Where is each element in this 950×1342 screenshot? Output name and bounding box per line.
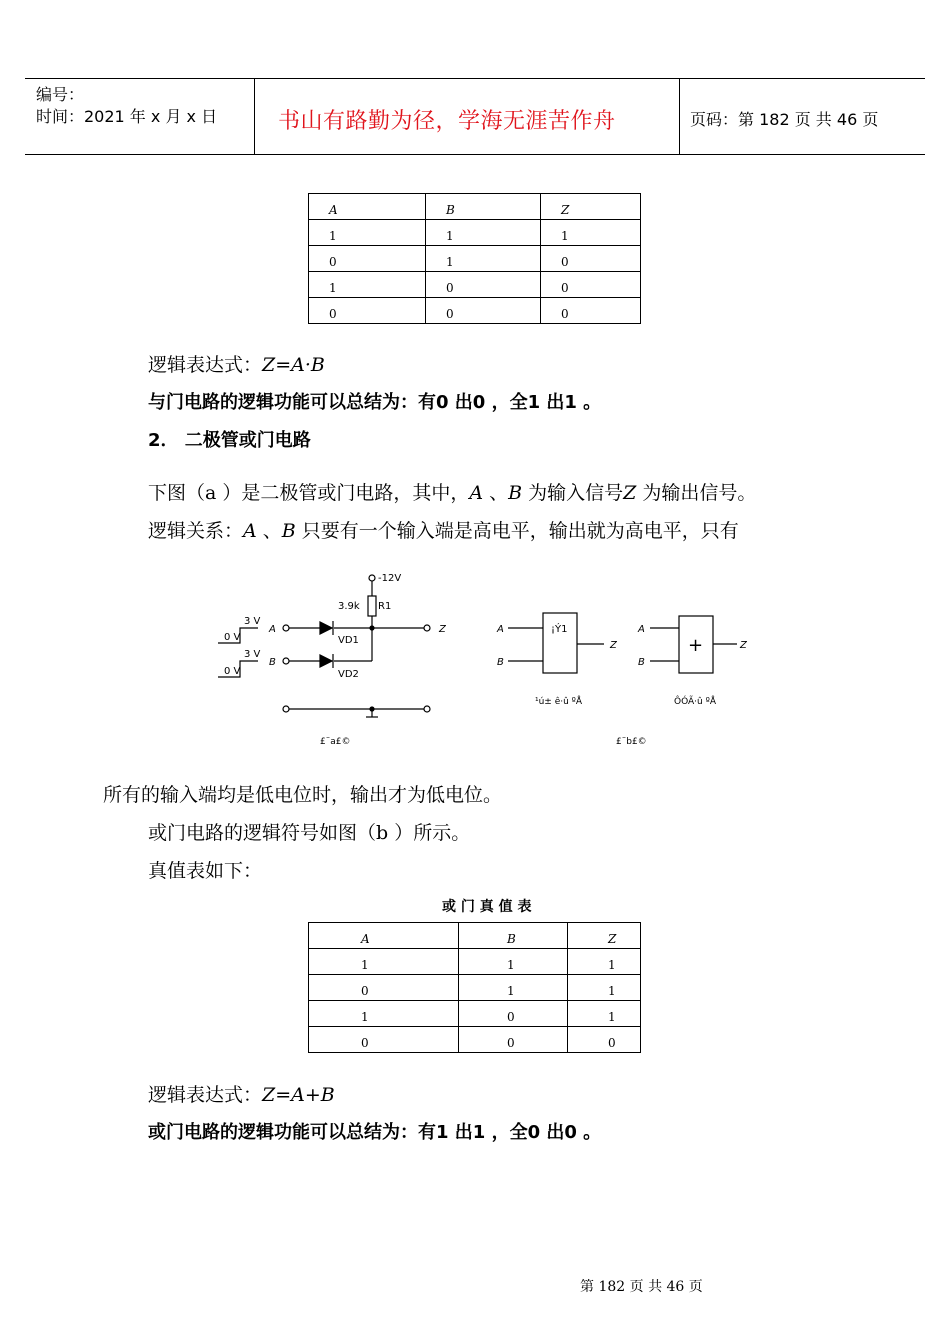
high-level-label: 3 V (244, 616, 261, 627)
input-a-label: A (269, 624, 276, 635)
table-cell: 1 (309, 272, 426, 298)
low-level-label: 0 V (224, 666, 241, 677)
table-cell: 1 (426, 246, 541, 272)
serial-label: 编号： (36, 85, 85, 104)
var-a: A (243, 520, 257, 542)
output-z-label: Z (439, 624, 446, 635)
table-cell: 1 (309, 220, 426, 246)
var-b: B (281, 520, 296, 542)
table-header-cell: B (459, 923, 568, 949)
or-truth-table (308, 922, 641, 1053)
intro-text: 逻辑关系： (148, 520, 244, 542)
header-bottom-rule (25, 154, 925, 155)
table-cell: 1 (309, 949, 459, 975)
table-header-row (309, 194, 641, 220)
var-b: B (508, 482, 523, 504)
diode-vd2-label: VD2 (338, 669, 359, 680)
input-b-terminal (283, 658, 289, 664)
diode-vd2-icon (320, 655, 332, 667)
var-z: Z (623, 482, 637, 504)
intro-text: 下图（a ）是二极管或门电路，其中， (148, 482, 470, 504)
ground-terminal (283, 706, 289, 712)
gate-c-input-b: B (638, 657, 645, 668)
table-row (309, 246, 641, 272)
after-figure-line-3: 真值表如下： (148, 860, 263, 882)
gate-c-input-a: A (638, 624, 645, 635)
table-cell: 0 (309, 298, 426, 324)
diode-vd1-icon (320, 622, 332, 634)
table-cell: 0 (541, 298, 641, 324)
and-truth-table (308, 193, 641, 324)
header-divider (679, 78, 680, 154)
expression-formula: Z=A·B (262, 354, 325, 376)
table-cell: 1 (568, 975, 641, 1001)
caption-iec-symbol: ¹ú± ê·û ºÅ (535, 697, 583, 707)
table-header-cell: Z (568, 923, 641, 949)
expression-label: 逻辑表达式： (148, 1084, 263, 1106)
resistor-symbol (368, 596, 376, 616)
table-cell: 0 (426, 298, 541, 324)
or-gate-figure (0, 560, 950, 760)
and-expression (148, 350, 325, 377)
or-expression (148, 1080, 335, 1107)
or-gate-symbol-iec (543, 613, 577, 673)
intro-text: 为输入信号 (522, 482, 624, 504)
separator: 、 (483, 482, 509, 504)
table-cell: 0 (541, 246, 641, 272)
separator: 、 (256, 520, 282, 542)
input-a-terminal (283, 625, 289, 631)
table-cell: 1 (426, 220, 541, 246)
time-label: 时间：2021 年 x 月 x 日 (36, 107, 218, 126)
junction-dot (370, 707, 374, 711)
junction-dot (370, 626, 374, 630)
table-row (309, 949, 641, 975)
caption-b: £¨b£© (616, 737, 647, 747)
header-motto: 书山有路勤为径，学海无涯苦作舟 (278, 109, 616, 134)
resistor-value: 3.9k (338, 601, 360, 612)
table-header-cell: Z (541, 194, 641, 220)
table-row (309, 1027, 641, 1053)
table-cell: 1 (568, 1001, 641, 1027)
gate-c-symbol-text: + (688, 635, 704, 656)
table-row (309, 1001, 641, 1027)
table-cell: 0 (309, 1027, 459, 1053)
input-b-label: B (269, 657, 276, 668)
expression-formula: Z=A+B (262, 1084, 335, 1106)
gate-b-input-b: B (497, 657, 504, 668)
supply-label: -12V (378, 573, 402, 584)
gate-b-input-a: A (497, 624, 504, 635)
table-row (309, 272, 641, 298)
table-header-cell: B (426, 194, 541, 220)
resistor-name: R1 (378, 601, 392, 612)
table-cell: 1 (459, 949, 568, 975)
high-level-label: 3 V (244, 649, 261, 660)
var-a: A (469, 482, 484, 504)
supply-terminal (369, 575, 375, 581)
table-cell: 0 (541, 272, 641, 298)
low-level-label: 0 V (224, 632, 241, 643)
section-title: 2． 二极管或门电路 (148, 430, 311, 451)
output-z-terminal (424, 625, 430, 631)
header-top-rule (25, 78, 925, 79)
table-row (309, 220, 641, 246)
table-cell: 0 (309, 246, 426, 272)
table-cell: 1 (568, 949, 641, 975)
table-cell: 0 (426, 272, 541, 298)
after-figure-line-2: 或门电路的逻辑符号如图（b ）所示。 (148, 822, 471, 844)
table-cell: 0 (459, 1027, 568, 1053)
table-cell: 0 (309, 975, 459, 1001)
and-summary: 与门电路的逻辑功能可以总结为：有0 出0 ，全1 出1 。 (148, 392, 602, 413)
table-cell: 1 (309, 1001, 459, 1027)
gate-b-output: Z (610, 640, 617, 651)
ground-terminal (424, 706, 430, 712)
or-table-title: 或 门 真 值 表 (442, 899, 532, 915)
gate-c-output: Z (740, 640, 747, 651)
caption-legacy-symbol: ÔÓÃ·û ºÅ (674, 697, 716, 707)
table-header-cell: A (309, 194, 426, 220)
caption-a: £¨a£© (320, 737, 351, 747)
table-cell: 0 (568, 1027, 641, 1053)
header-divider (254, 78, 255, 154)
table-cell: 1 (541, 220, 641, 246)
after-figure-line-1: 所有的输入端均是低电位时，输出才为低电位。 (103, 784, 503, 806)
intro-line-1 (148, 478, 756, 505)
intro-line-2 (148, 516, 739, 543)
diode-vd1-label: VD1 (338, 635, 359, 646)
table-header-row (309, 923, 641, 949)
table-row (309, 298, 641, 324)
page-footer: 第 182 页 共 46 页 (580, 1279, 703, 1295)
table-cell: 0 (459, 1001, 568, 1027)
table-cell: 1 (459, 975, 568, 1001)
gate-b-symbol-text: ¡Ý1 (551, 624, 568, 635)
table-header-cell: A (309, 923, 459, 949)
expression-label: 逻辑表达式： (148, 354, 263, 376)
page-label: 页码：第 182 页 共 46 页 (690, 110, 879, 129)
or-summary: 或门电路的逻辑功能可以总结为：有1 出1 ，全0 出0 。 (148, 1122, 602, 1143)
intro-text: 为输出信号。 (636, 482, 757, 504)
intro-text: 只要有一个输入端是高电平，输出就为高电平，只有 (295, 520, 739, 542)
table-row (309, 975, 641, 1001)
